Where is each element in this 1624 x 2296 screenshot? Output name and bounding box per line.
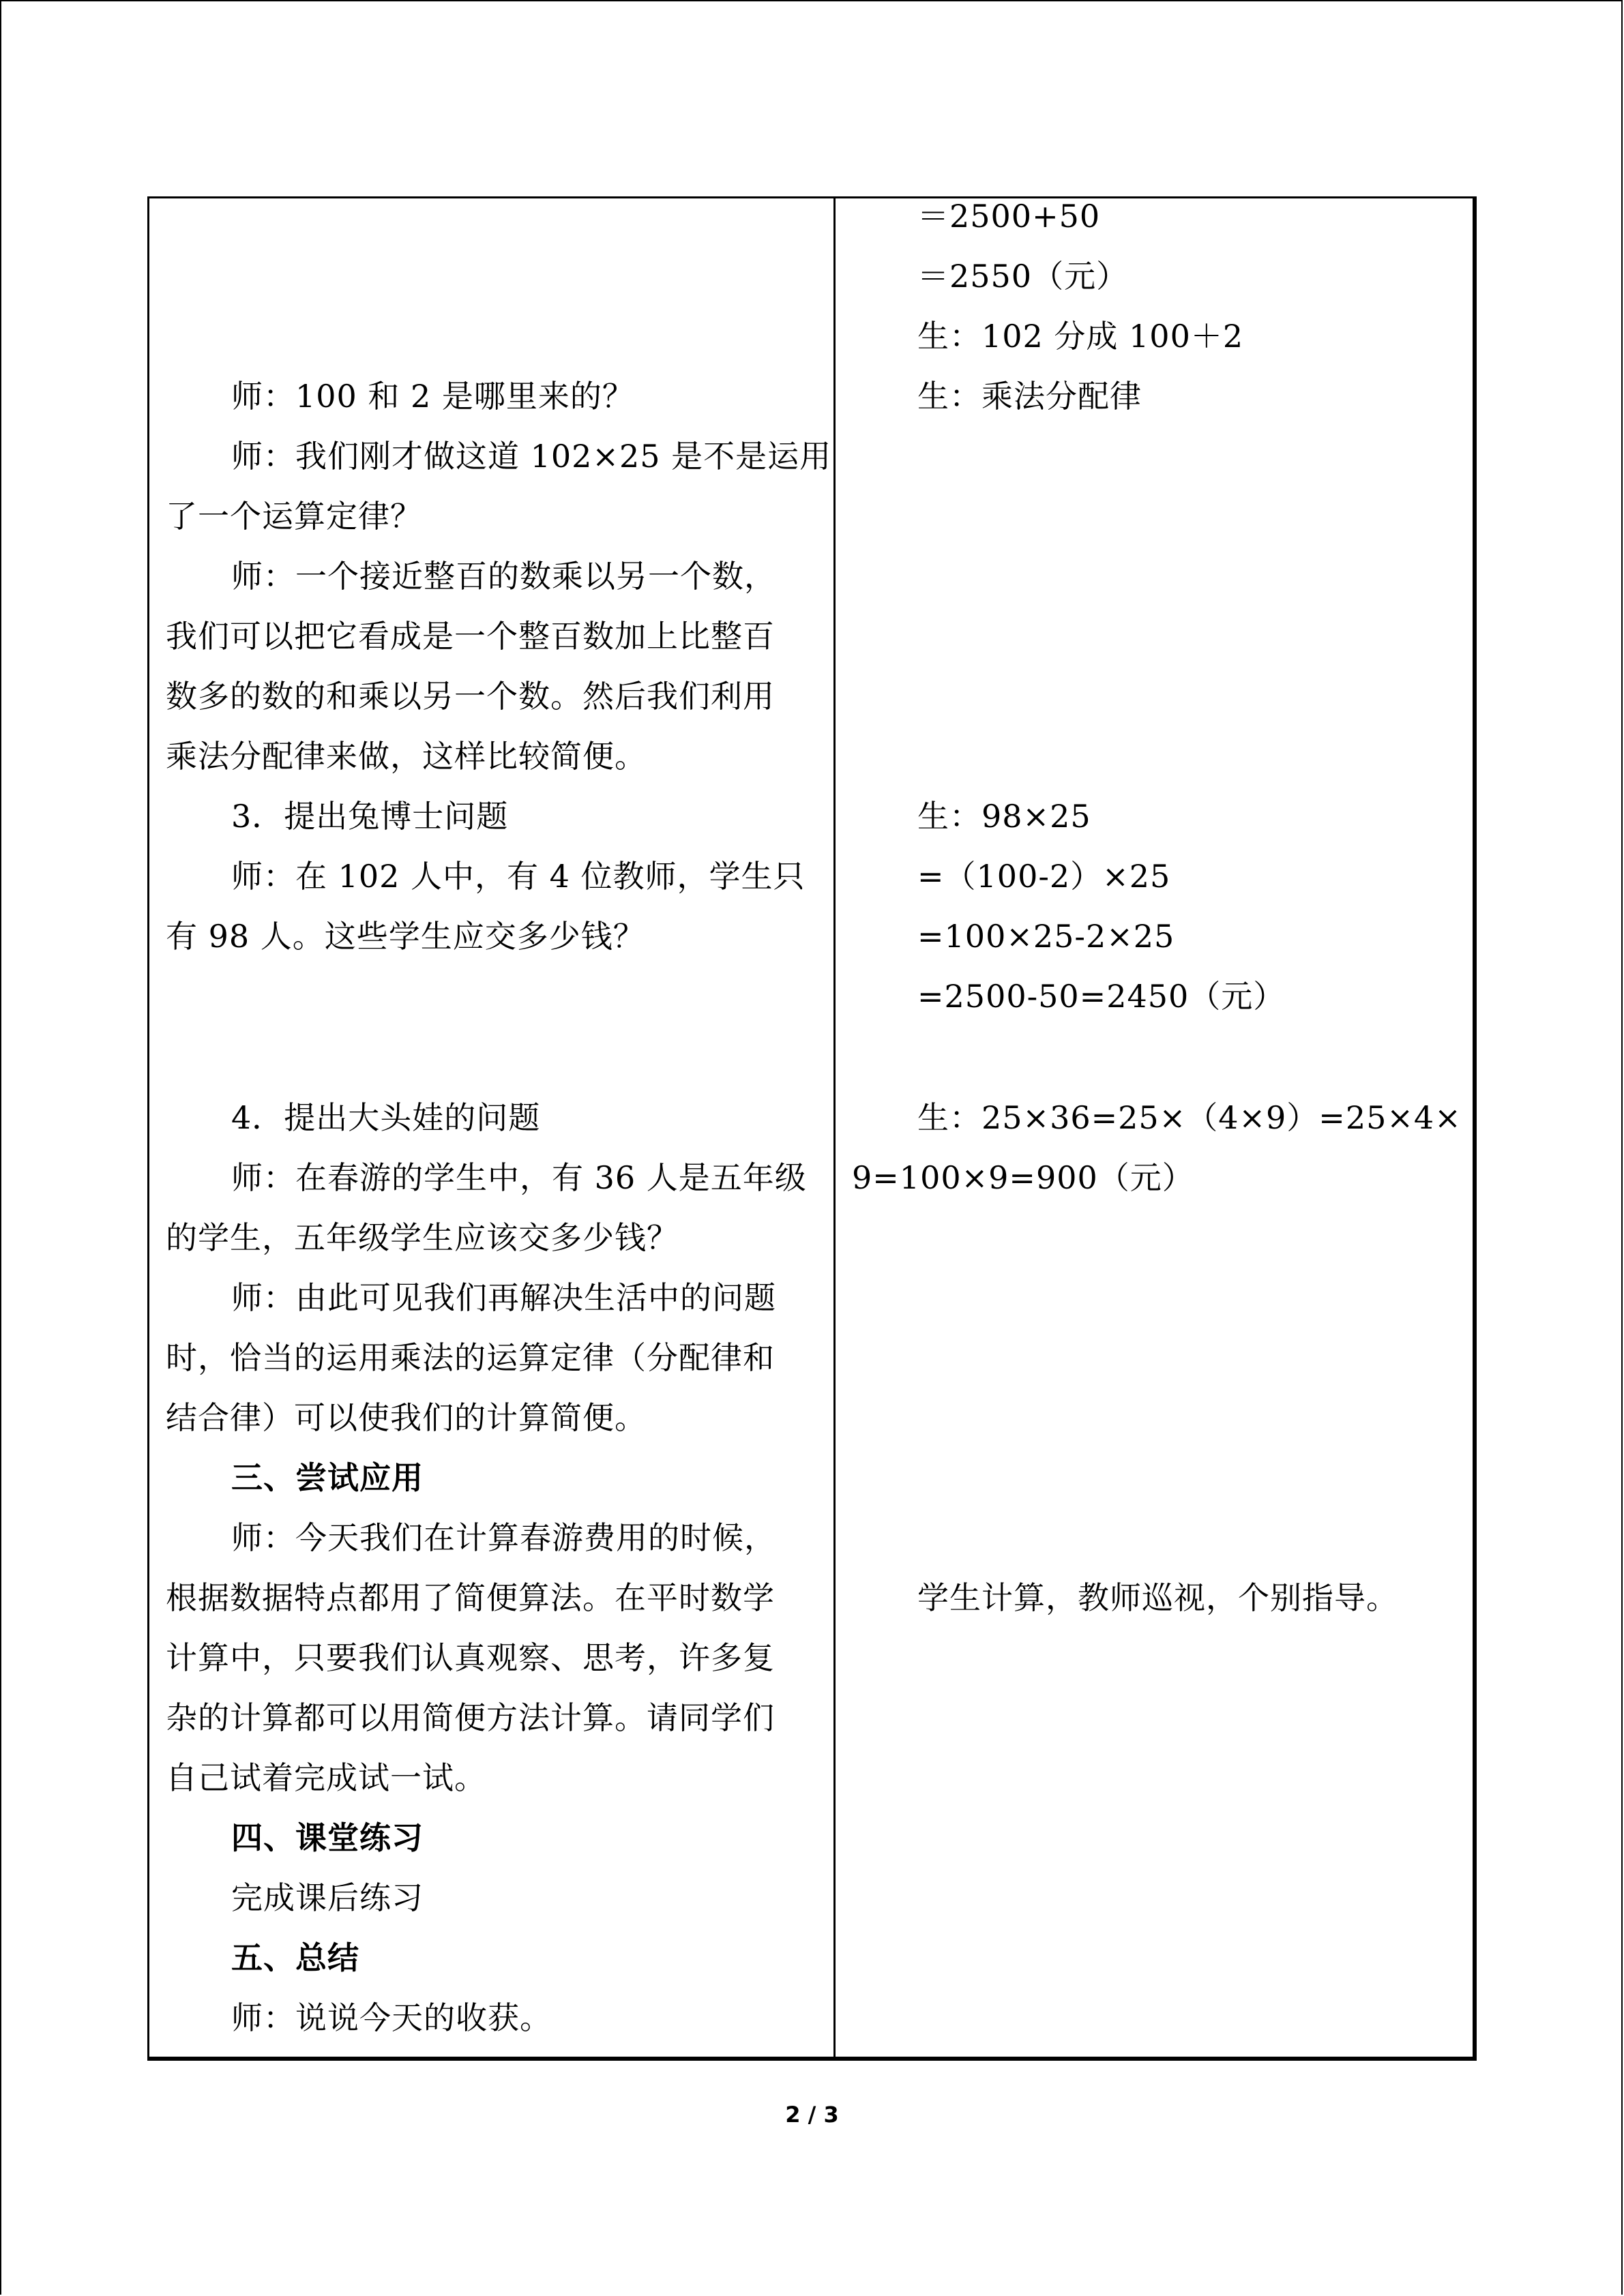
teacher-text-line: 师：说说今天的收获。 [231,1999,552,2036]
teacher-text-line: 师：在 102 人中，有 4 位教师，学生只 [231,858,806,895]
teacher-text-line: 师：我们刚才做这道 102×25 是不是运用 [231,438,832,475]
teacher-text-line: 我们可以把它看成是一个整百数加上比整百 [166,618,775,655]
teacher-text-line: 四、课堂练习 [231,1819,424,1856]
student-text-line: 生：102 分成 100＋2 [917,318,1244,355]
teacher-text-line: 时，恰当的运用乘法的运算定律（分配律和 [166,1339,775,1376]
teacher-text-line: 师：今天我们在计算春游费用的时候， [231,1519,776,1556]
teacher-text-line: 完成课后练习 [231,1879,424,1916]
teacher-text-line: 了一个运算定律？ [166,498,422,535]
student-text-line: =2500-50=2450（元） [917,978,1286,1015]
student-text-line: 生：25×36=25×（4×9）=25×4× [917,1099,1462,1136]
teacher-text-line: 3．提出兔博士问题 [231,798,509,835]
teacher-text-line: 乘法分配律来做，这样比较简便。 [166,738,647,775]
teacher-text-line: 的学生，五年级学生应该交多少钱？ [166,1219,679,1256]
teacher-text-line: 师：100 和 2 是哪里来的？ [231,378,634,415]
teacher-text-line: 计算中，只要我们认真观察、思考，许多复 [166,1639,775,1676]
teacher-text-line: 结合律）可以使我们的计算简便。 [166,1399,647,1436]
teacher-text-line: 五、总结 [231,1939,359,1976]
student-text-line: 学生计算，教师巡视，个别指导。 [917,1579,1398,1616]
teacher-text-line: 杂的计算都可以用简便方法计算。请同学们 [166,1699,775,1736]
student-text-line: =（100-2）×25 [917,858,1171,895]
teacher-text-line: 数多的数的和乘以另一个数。然后我们利用 [166,678,775,715]
teacher-text-line: 师：在春游的学生中，有 36 人是五年级 [231,1159,807,1196]
student-text-line: ＝2500+50 [917,198,1101,235]
student-text-line: 生：98×25 [917,798,1091,835]
teacher-text-line: 自己试着完成试一试。 [166,1759,486,1796]
teacher-text-line: 三、尝试应用 [231,1459,424,1496]
teacher-text-line: 4．提出大头娃的问题 [231,1099,541,1136]
teacher-text-line: 根据数据特点都用了简便算法。在平时数学 [166,1579,775,1616]
student-text-line: ＝2550（元） [917,258,1129,295]
student-text-line: =100×25-2×25 [917,918,1175,955]
teacher-text-line: 有 98 人。这些学生应交多少钱？ [166,918,645,955]
student-activity-column [836,198,1473,2057]
teacher-text-line: 师：一个接近整百的数乘以另一个数， [231,558,776,595]
lesson-table [147,196,1477,2061]
teacher-text-line: 师：由此可见我们再解决生活中的问题 [231,1279,776,1316]
teacher-activity-column [149,198,833,2057]
student-text-line: 生：乘法分配律 [917,378,1142,415]
student-text-line: 9=100×9=900（元） [852,1159,1194,1196]
page-number: 2 / 3 [785,2102,839,2128]
